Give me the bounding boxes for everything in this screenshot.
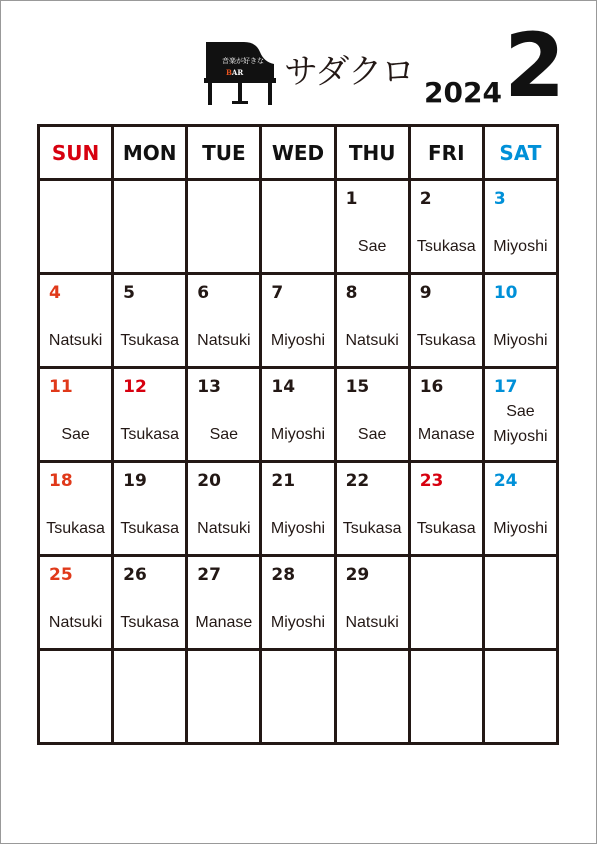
staff-name: Tsukasa: [120, 332, 180, 349]
staff-name: Natsuki: [48, 614, 103, 631]
staff-name: Natsuki: [48, 332, 103, 349]
day-cell: [113, 650, 187, 744]
staff-name: Sae: [357, 426, 387, 443]
staff-names: [337, 328, 408, 353]
day-number: 14: [271, 377, 296, 397]
staff-name: Tsukasa: [342, 520, 402, 537]
logo-subtitle: 音楽が好きな: [222, 57, 264, 65]
staff-names: [188, 328, 259, 353]
day-number: 8: [345, 283, 358, 303]
day-cell: [113, 180, 187, 274]
staff-name: Sae: [506, 403, 535, 420]
staff-name: Sae: [209, 426, 239, 443]
day-cell: [187, 650, 261, 744]
staff-names: [114, 516, 185, 541]
day-cell: [483, 274, 557, 368]
weekday-tue: TUE: [187, 126, 261, 180]
day-cell: [39, 368, 113, 462]
weekday-sat: SAT: [483, 126, 557, 180]
day-cell: [39, 462, 113, 556]
week-row: [39, 368, 558, 462]
day-number: 9: [419, 283, 432, 303]
bar-logo: [204, 38, 415, 108]
weekday-wed: WED: [261, 126, 335, 180]
weekday-sun: SUN: [39, 126, 113, 180]
day-cell: [261, 556, 335, 650]
day-cell: [187, 180, 261, 274]
day-cell: [409, 368, 483, 462]
calendar-year: 2024: [424, 76, 502, 109]
staff-name: Tsukasa: [120, 426, 180, 443]
staff-name: Miyoshi: [270, 614, 326, 631]
staff-name: Miyoshi: [493, 332, 548, 349]
staff-name: Tsukasa: [120, 614, 180, 631]
day-cell: [335, 556, 409, 650]
staff-name: Miyoshi: [270, 520, 326, 537]
staff-names: [411, 328, 482, 353]
day-number: 15: [345, 377, 370, 397]
staff-name: Sae: [357, 238, 387, 255]
staff-names: [262, 610, 333, 635]
staff-name: Miyoshi: [493, 520, 548, 537]
staff-name: Miyoshi: [270, 426, 326, 443]
staff-name: Tsukasa: [120, 520, 180, 537]
day-cell: [187, 368, 261, 462]
logo-bar-text: [226, 68, 243, 77]
day-number: 1: [345, 189, 358, 209]
day-cell: [187, 556, 261, 650]
day-cell: [261, 368, 335, 462]
staff-names: [411, 234, 482, 259]
day-cell: [409, 180, 483, 274]
staff-names: [485, 399, 556, 449]
day-number: 2: [419, 189, 432, 209]
staff-names: [40, 610, 111, 635]
day-cell: [261, 650, 335, 744]
staff-names: [411, 516, 482, 541]
day-cell: [335, 462, 409, 556]
staff-name: Natsuki: [345, 332, 399, 349]
day-number: 10: [493, 283, 518, 303]
week-row: [39, 180, 558, 274]
day-cell: [187, 462, 261, 556]
staff-name: Miyoshi: [493, 428, 548, 445]
staff-names: [337, 234, 408, 259]
day-number: 17: [493, 377, 518, 397]
staff-names: [114, 610, 185, 635]
calendar-grid: [37, 124, 559, 745]
staff-names: [188, 516, 259, 541]
day-number: 3: [493, 189, 506, 209]
staff-names: [337, 610, 408, 635]
staff-name: Tsukasa: [46, 520, 105, 537]
day-cell: [113, 274, 187, 368]
day-cell: [261, 462, 335, 556]
day-number: 12: [123, 377, 147, 397]
staff-names: [262, 422, 333, 447]
logo-name: サダクロ: [284, 52, 415, 92]
calendar-month: 2: [504, 14, 566, 117]
staff-names: [262, 328, 333, 353]
day-number: 23: [419, 471, 444, 491]
day-number: 27: [197, 565, 221, 585]
staff-names: [485, 328, 556, 353]
day-number: 25: [49, 565, 73, 585]
day-cell: [409, 556, 483, 650]
day-cell: [409, 274, 483, 368]
staff-names: [262, 516, 333, 541]
staff-names: [40, 328, 111, 353]
logo-bar-rest: AR: [231, 68, 244, 77]
staff-names: [188, 422, 259, 447]
staff-names: [411, 422, 482, 447]
day-number: 11: [49, 377, 73, 397]
staff-name: Natsuki: [197, 332, 251, 349]
staff-names: [337, 422, 408, 447]
weekday-header-row: [39, 126, 558, 180]
staff-names: [485, 516, 556, 541]
day-number: 6: [197, 283, 210, 303]
day-number: 26: [123, 565, 147, 585]
staff-names: [485, 234, 556, 259]
staff-names: [40, 422, 111, 447]
day-cell: [261, 274, 335, 368]
day-cell: [113, 462, 187, 556]
staff-name: Sae: [61, 426, 90, 443]
staff-name: Natsuki: [197, 520, 251, 537]
day-cell: [335, 274, 409, 368]
day-cell: [39, 650, 113, 744]
staff-name: Tsukasa: [416, 520, 476, 537]
day-number: 29: [345, 565, 370, 585]
day-number: 19: [123, 471, 147, 491]
staff-name: Natsuki: [345, 614, 399, 631]
day-cell: [483, 650, 557, 744]
day-number: 7: [271, 283, 284, 303]
day-cell: [39, 180, 113, 274]
day-cell: [483, 368, 557, 462]
day-cell: [335, 650, 409, 744]
weekday-fri: FRI: [409, 126, 483, 180]
day-cell: [113, 556, 187, 650]
day-number: 21: [271, 471, 296, 491]
staff-names: [337, 516, 408, 541]
day-cell: [39, 556, 113, 650]
day-cell: [335, 180, 409, 274]
day-cell: [39, 274, 113, 368]
staff-names: [114, 422, 185, 447]
day-number: 5: [123, 283, 135, 303]
day-cell: [409, 650, 483, 744]
day-number: 18: [49, 471, 73, 491]
day-cell: [261, 180, 335, 274]
staff-names: [114, 328, 185, 353]
staff-names: [40, 516, 111, 541]
weekday-thu: THU: [335, 126, 409, 180]
logo-bar-initial: B: [226, 68, 232, 77]
staff-name: Tsukasa: [416, 332, 476, 349]
day-cell: [113, 368, 187, 462]
staff-name: Miyoshi: [493, 238, 548, 255]
weekday-mon: MON: [113, 126, 187, 180]
staff-name: Manase: [417, 426, 475, 443]
staff-names: [188, 610, 259, 635]
day-cell: [335, 368, 409, 462]
day-cell: [483, 180, 557, 274]
day-cell: [483, 462, 557, 556]
day-number: 28: [271, 565, 296, 585]
week-row: [39, 274, 558, 368]
day-number: 4: [49, 283, 61, 303]
week-row: [39, 462, 558, 556]
staff-name: Miyoshi: [270, 332, 326, 349]
day-number: 20: [197, 471, 221, 491]
day-cell: [409, 462, 483, 556]
day-number: 16: [419, 377, 444, 397]
week-row: [39, 650, 558, 744]
day-cell: [483, 556, 557, 650]
day-cell: [187, 274, 261, 368]
staff-name: Manase: [195, 614, 253, 631]
day-number: 24: [493, 471, 518, 491]
day-number: 13: [197, 377, 221, 397]
day-number: 22: [345, 471, 370, 491]
week-row: [39, 556, 558, 650]
staff-name: Tsukasa: [416, 238, 476, 255]
